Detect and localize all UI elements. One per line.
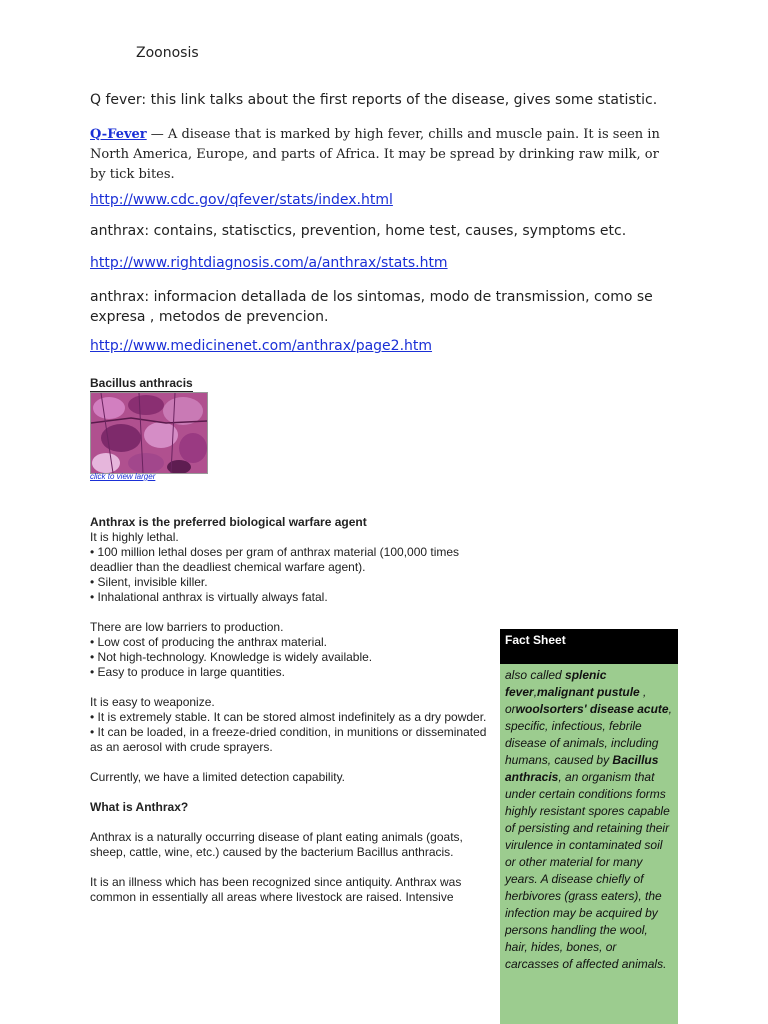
fact-term: Bacillus anthracis: [505, 753, 659, 784]
qfever-definition-text: — A disease that is marked by high fever, chills and muscle pain. It is seen in North America, Europe, and parts of Africa. It may be spread by drinking raw milk, or by tick bites.: [90, 127, 660, 182]
weaponize-line: • It is extremely stable. It can be stored almost indefinitely as a dry powder.: [90, 710, 487, 724]
barriers-line: • Not high-technology. Knowledge is widely available.: [90, 650, 373, 664]
cdc-link[interactable]: http://www.cdc.gov/qfever/stats/index.html: [90, 192, 393, 208]
fact-text: , an organism that under certain conditions forms highly resistant spores capable of persisting and retaining their virulence in contaminated soil or other material for many years. A disease chiefly of herbivores (grass eaters), the infection may be acquired by persons handling the wool, hair, hides, bones, or carcasses of affected animals.: [505, 770, 670, 971]
qfever-definition: [90, 125, 660, 185]
weaponize-line: • It can be loaded, in a freeze-dried condition, in munitions or disseminated as an aerosol with crude sprayers.: [90, 725, 487, 754]
fact-text: , or: [505, 685, 647, 716]
fact-term: woolsorters' disease acute: [515, 702, 669, 716]
warfare-line: • 100 million lethal doses per gram of anthrax material (100,000 times deadlier than the deadliest chemical warfare agent).: [90, 545, 460, 574]
warfare-line: • Inhalational anthrax is virtually always fatal.: [90, 590, 328, 604]
fact-term: splenic fever: [505, 668, 607, 699]
anthrax-intro-en: anthrax: contains, statisctics, prevention, home test, causes, symptoms etc.: [90, 223, 627, 239]
warfare-heading: Anthrax is the preferred biological warfare agent: [90, 515, 367, 529]
barriers-line: • Easy to produce in large quantities.: [90, 665, 285, 679]
medicinenet-link[interactable]: http://www.medicinenet.com/anthrax/page2.htm: [90, 338, 433, 354]
fact-text: , specific, infectious, febrile disease of animals, including humans, caused by: [505, 702, 672, 767]
view-larger-link[interactable]: click to view larger: [90, 472, 156, 481]
fact-sheet-body: [500, 664, 678, 976]
fact-sheet-heading: Fact Sheet: [500, 629, 678, 664]
bacillus-micrograph[interactable]: [90, 392, 208, 474]
document-title: Zoonosis: [136, 45, 199, 61]
what-paragraph-2: It is an illness which has been recognized since antiquity. Anthrax was common in essentially all areas where livestock are raised. Intensive: [90, 875, 462, 904]
fact-text: also called: [505, 668, 566, 682]
warfare-line: It is highly lethal.: [90, 530, 179, 544]
fact-text: ,: [533, 685, 538, 699]
rightdiagnosis-link[interactable]: http://www.rightdiagnosis.com/a/anthrax/stats.htm: [90, 255, 448, 271]
barriers-line: • Low cost of producing the anthrax material.: [90, 635, 327, 649]
what-heading: What is Anthrax?: [90, 800, 189, 814]
qfever-intro: Q fever: this link talks about the first reports of the disease, gives some statistic.: [90, 92, 658, 108]
warfare-line: • Silent, invisible killer.: [90, 575, 208, 589]
image-title: Bacillus anthracis: [90, 376, 193, 390]
weaponize-line: It is easy to weaponize.: [90, 695, 215, 709]
what-paragraph-1: Anthrax is a naturally occurring disease of plant eating animals (goats, sheep, cattle, wine, etc.) caused by the bacterium Bacillus anthracis.: [90, 830, 463, 859]
qfever-link[interactable]: Q-Fever: [90, 127, 147, 142]
detection-text: Currently, we have a limited detection capability.: [90, 770, 346, 784]
fact-term: malignant pustule: [537, 685, 640, 699]
anthrax-intro-es: anthrax: informacion detallada de los sintomas, modo de transmission, como se expresa , metodos de prevencion.: [90, 289, 653, 325]
anthrax-article: [90, 515, 490, 905]
barriers-line: There are low barriers to production.: [90, 620, 284, 634]
fact-sheet-box: [500, 629, 678, 1024]
micrograph-image: [91, 393, 207, 473]
